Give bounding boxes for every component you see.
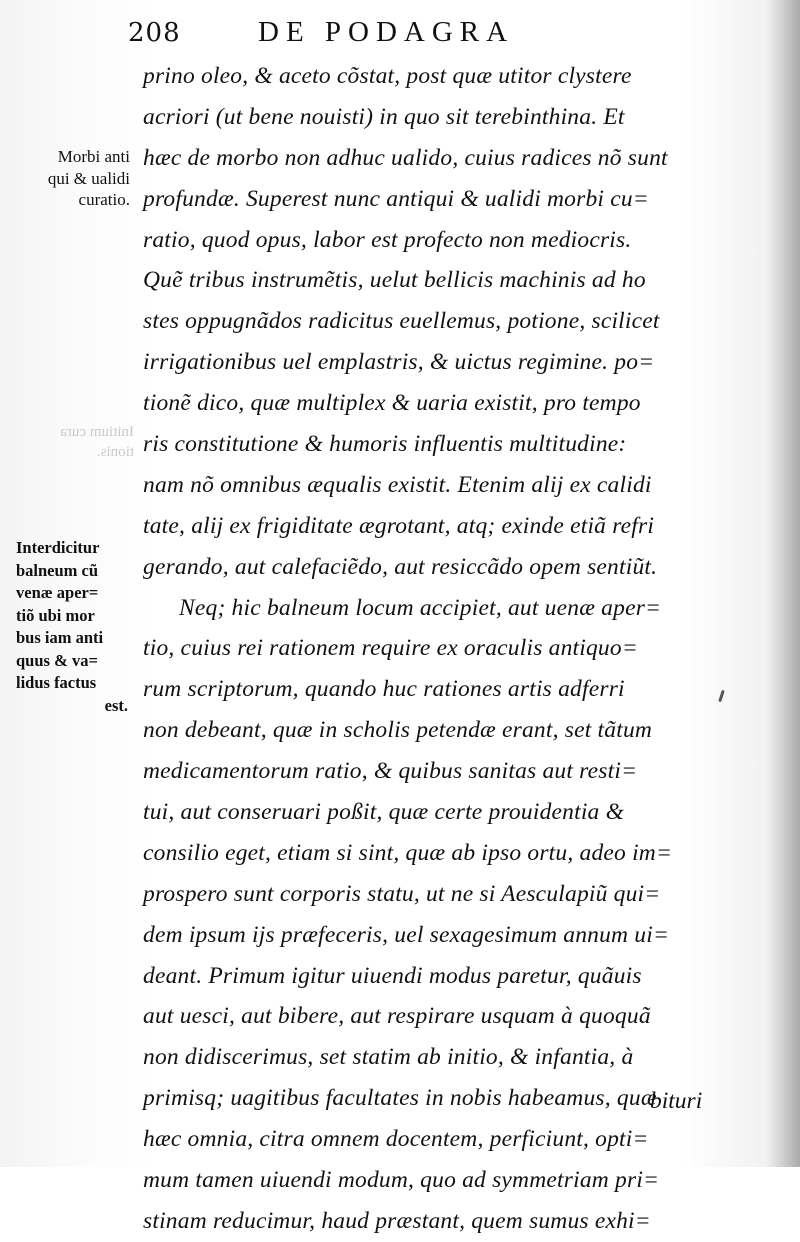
margin-note-line: balneum cũ <box>16 560 99 580</box>
text-line: prospero sunt corporis statu, ut ne si Aesculapiũ qui= <box>143 880 661 907</box>
show-through-bleed: Initium cura tionis. <box>60 424 134 460</box>
page-gutter-shadow <box>766 0 800 1167</box>
text-line: tio, cuius rei rationem require ex oraculis antiquo= <box>143 635 638 662</box>
text-line: mum tamen uiuendi modum, quo ad symmetriam pri= <box>143 1167 660 1194</box>
margin-note-curatio <box>18 146 130 211</box>
page-number: 208 <box>128 18 181 48</box>
text-line-indented: Neq; hic balneum locum accipiet, aut uenæ aper= <box>179 594 662 621</box>
text-line: tui, aut conseruari poßit, quæ certe prouidentia & <box>143 799 625 826</box>
text-line: rum scriptorum, quando huc rationes artis adferri <box>143 676 625 703</box>
text-line: deant. Primum igitur uiuendi modus paretur, quãuis <box>143 962 642 989</box>
margin-note-line: Interdicitur <box>16 538 100 557</box>
running-title: DE PODAGRA <box>258 16 515 48</box>
main-text-block <box>143 56 728 1242</box>
text-line: prino oleo, & aceto cõstat, post quæ utitor clystere <box>143 63 632 89</box>
margin-note-line: tiõ ubi mor <box>16 605 95 625</box>
text-line: consilio eget, etiam si sint, quæ ab ipso ortu, adeo im= <box>143 839 673 866</box>
margin-note-line: quus & va= <box>16 650 98 670</box>
text-line: stinam reducimur, haud præstant, quem sumus exhi= <box>143 1207 651 1234</box>
text-line: Quẽ tribus instrumẽtis, uelut bellicis machinis ad ho <box>143 267 646 294</box>
text-line: tate, alij ex frigiditate ægrotant, atq; exinde etiã refri <box>143 512 655 539</box>
margin-note-line: lidus factus <box>16 673 97 692</box>
text-line: hæc omnia, citra omnem docentem, perficiunt, opti= <box>143 1126 649 1153</box>
text-line: non didiscerimus, set statim ab initio, & infantia, à <box>143 1044 634 1071</box>
text-line: irrigationibus uel emplastris, & uictus regimine. po= <box>143 349 655 376</box>
catchword: bituri <box>650 1088 703 1114</box>
text-line: aut uesci, aut bibere, aut respirare usquam à quoquã <box>143 1003 651 1030</box>
text-line: medicamentorum ratio, & quibus sanitas aut resti= <box>143 758 638 785</box>
margin-note-line: est. <box>104 695 128 715</box>
text-line: dem ipsum ijs præfeceris, uel sexagesimum annum ui= <box>143 921 670 948</box>
text-line: ratio, quod opus, labor est profecto non mediocris. <box>143 226 632 253</box>
text-line: stes oppugnãdos radicitus euellemus, potione, scilicet <box>143 308 660 335</box>
text-line: gerando, aut calefaciẽdo, aut resiccãdo opem sentiũt. <box>143 553 658 580</box>
text-line: profundæ. Superest nunc antiqui & ualidi morbi cu= <box>143 185 649 212</box>
text-line: primisq; uagitibus facultates in nobis habeamus, quæ <box>143 1085 657 1112</box>
text-line: nam nõ omnibus æqualis existit. Etenim alij ex calidi <box>143 471 652 498</box>
text-line: tionẽ dico, quæ multiplex & uaria existit, pro tempo <box>143 390 641 417</box>
margin-note-balneum <box>16 537 128 717</box>
text-line: ris constitutione & humoris influentis multitudine: <box>143 431 627 458</box>
margin-note-line: bus iam anti <box>16 628 104 647</box>
text-line: hæc de morbo non adhuc ualido, cuius radices nõ sunt <box>143 144 668 171</box>
text-line: non debeant, quæ in scholis petendæ erant, set tãtum <box>143 717 653 744</box>
text-line: acriori (ut bene nouisti) in quo sit terebinthina. Et <box>143 103 625 130</box>
margin-note-line: curatio. <box>78 190 130 209</box>
margin-note-line: Morbi anti <box>57 147 130 166</box>
page-header <box>0 16 800 56</box>
margin-note-line: venæ aper= <box>16 583 99 602</box>
margin-note-line: qui & ualidi <box>47 168 130 188</box>
